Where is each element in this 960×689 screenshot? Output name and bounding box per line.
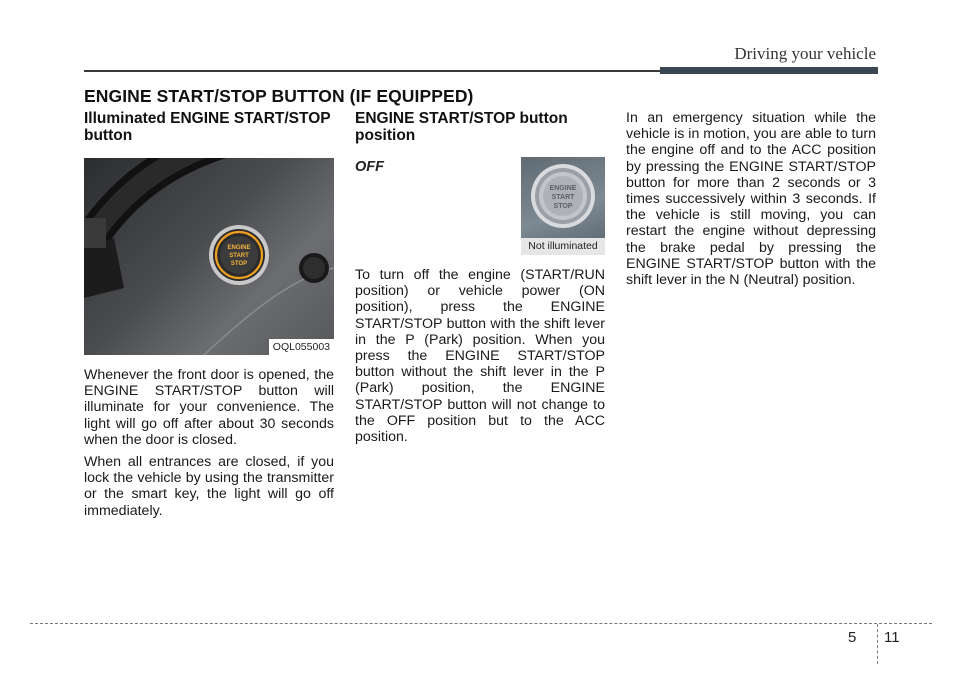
column-emergency <box>626 110 876 288</box>
column-button-position <box>355 110 605 445</box>
chapter-number: 5 <box>848 629 857 646</box>
heading-illuminated: Illuminated ENGINE START/STOP button <box>84 110 331 144</box>
thumb-word-2: START <box>551 194 575 201</box>
heading-button-position: ENGINE START/STOP button position <box>355 110 568 144</box>
photo-caption: OQL055003 <box>269 339 334 355</box>
paragraph-emergency: In an emergency situation while the vehicle is in motion, you are able to turn the engine off and to the ACC position by pressing the ENGINE START/STOP button for more than 2 seconds or 3 times successively within 3 seconds. If the vehicle is still moving, you can restart the engine without depressing the brake pedal by pressing the ENGINE START/STOP button with the shift lever in the N (Neutral) position. <box>626 110 876 289</box>
steering-wheel-photo <box>84 158 334 355</box>
button-word-1: ENGINE <box>227 245 251 251</box>
thumb-caption: Not illuminated <box>521 238 605 255</box>
header-rule-thin <box>84 70 660 72</box>
header-rule-thick <box>660 67 878 74</box>
paragraph-turn-off: To turn off the engine (START/RUN position) or vehicle power (ON position), press the ENGINE START/STOP button with the shift lever in the P (Park) position. When you press the ENGINE START/STOP button without the shift lever in the P (Park) position, the ENGINE START/STOP button will not change to the OFF position but to the ACC position. <box>355 267 605 446</box>
subheading-off: OFF <box>355 159 384 175</box>
column-illuminated <box>84 110 334 519</box>
button-word-3: STOP <box>230 261 248 267</box>
page-number: 11 <box>884 629 900 646</box>
button-word-2: START <box>229 253 249 259</box>
footer-rule <box>30 623 932 624</box>
section-label: Driving your vehicle <box>734 44 876 63</box>
thumb-word-3: STOP <box>553 203 573 210</box>
off-button-thumbnail <box>521 157 605 255</box>
thumb-word-1: ENGINE <box>549 185 577 192</box>
paragraph-illumination: Whenever the front door is opened, the ENGINE START/STOP button will illuminate for your convenience. The light will go off after about 30 seconds when the door is closed. <box>84 367 334 448</box>
paragraph-lock: When all entrances are closed, if you lock the vehicle by using the transmitter or the smart key, the light will go off immediately. <box>84 454 334 519</box>
steering-wheel-illustration <box>84 158 334 355</box>
page-separator <box>877 624 878 664</box>
page-title: ENGINE START/STOP BUTTON (IF EQUIPPED) <box>84 86 474 106</box>
